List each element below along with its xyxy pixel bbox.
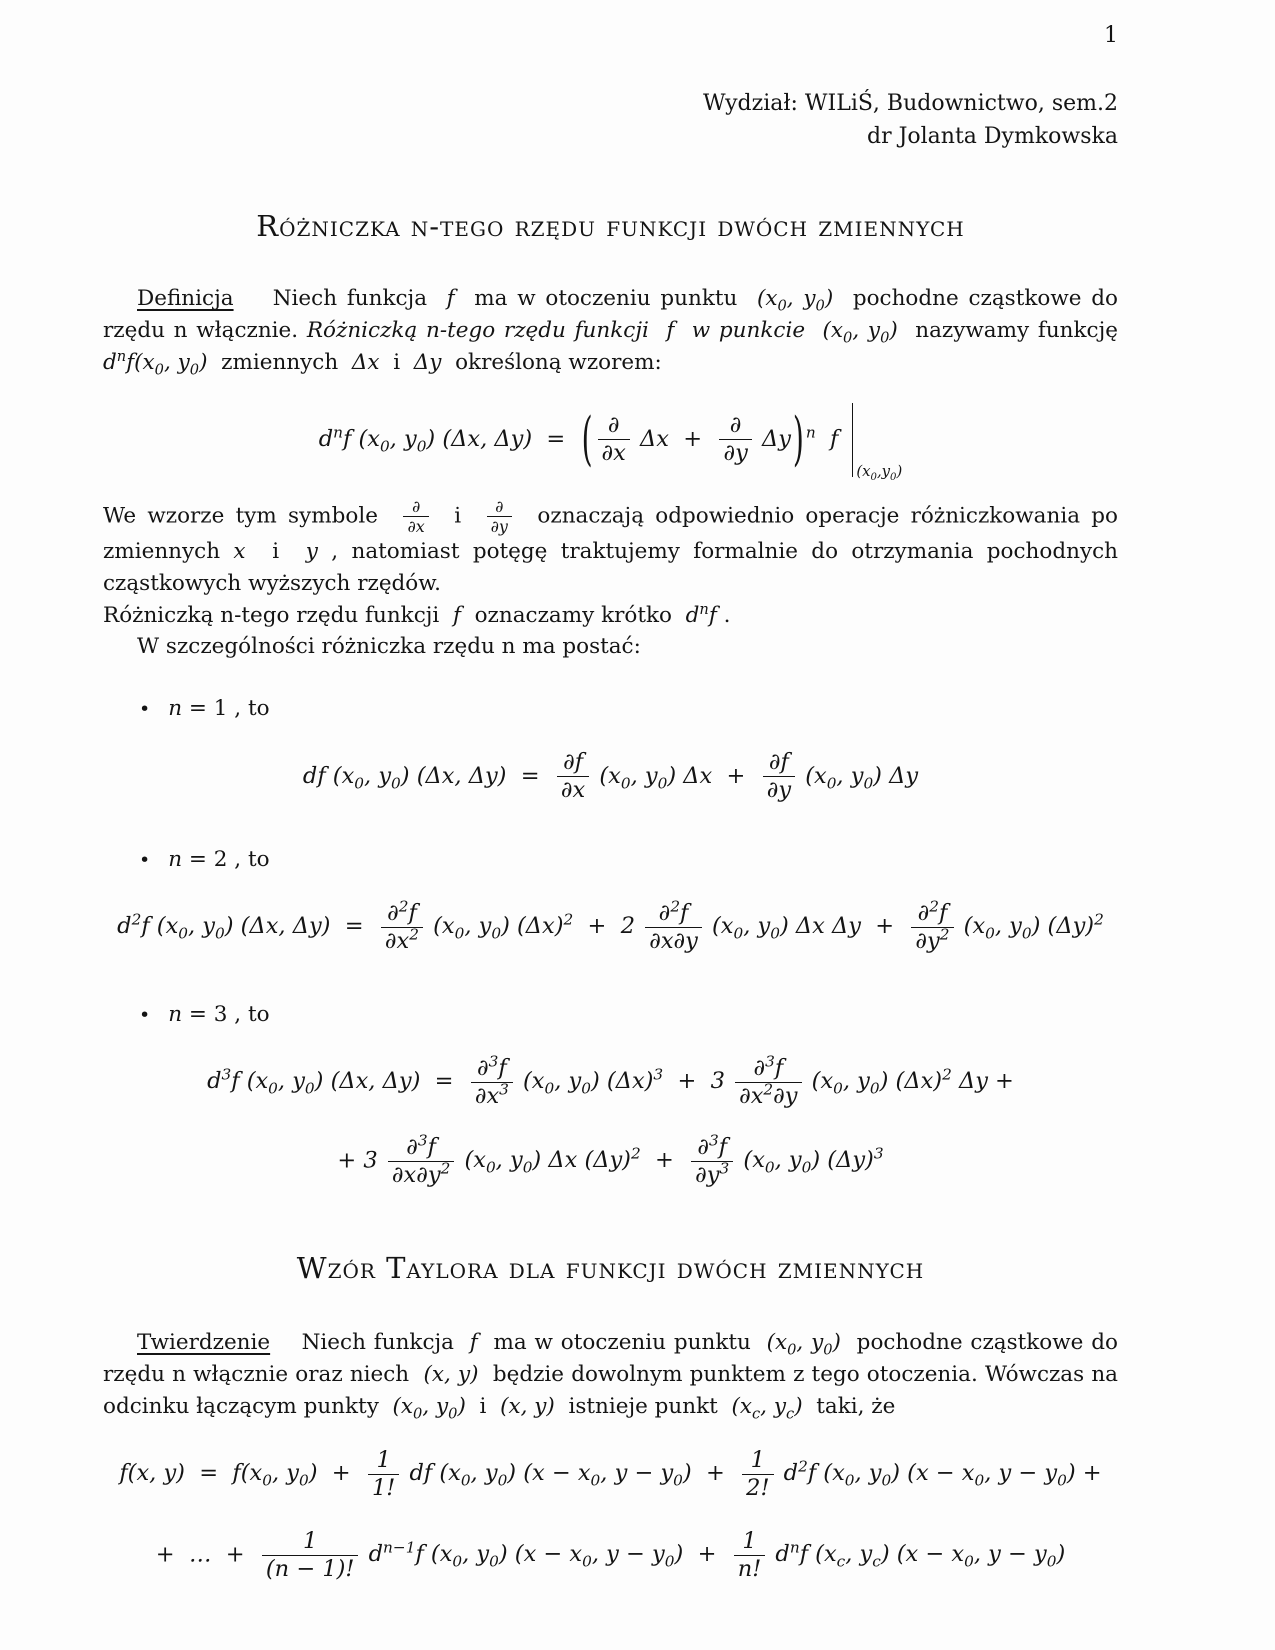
formula-n3-line1: $d^3f$ ($x_0$, $y_0$) (Δx, Δy) = $\frac{\partial^3f}{\partial x^3}$ ($x_0$, $y_0$) $(\Delta x)^3 + 3$ $\frac{\partial^3f}{\partial x^2\partial y}$ ($x_0$, $y_0$) $(\Delta x)^2$ Δy + <box>207 1052 1014 1109</box>
definition-paragraph: Definicja Niech funkcja f ma w otoczeniu punktu ($x_0$, $y_0$) pochodne cząstkowe do rzędu n włącznie. Różniczką n-tego rzędu funkcji f w punkcie ($x_0$, $y_0$) nazywamy funkcję $d^nf(x_0$, $y_0$) zmiennych Δx i Δy określoną wzorem: <box>103 286 1132 379</box>
section-title-taylor: Wzór Taylora dla funkcji dwóch zmiennych <box>296 1250 925 1285</box>
header-author-line: dr Jolanta Dymkowska <box>866 123 1118 149</box>
section-title-differential: Różniczka n-tego rzędu funkcji dwóch zmiennych <box>256 208 965 243</box>
bullet-icon: • <box>139 698 151 721</box>
bullet-item-n2 <box>103 844 1118 876</box>
taylor-formula-line1: f(x, $y) = f(x_0$, $y_0$) + $\frac{1}{1!}$ df ($x_0$, $y_0$) ($x - x_0$, $y - y_0$) + $\frac{1}{2!}$ $d^2f$ ($x_0$, $y_0$) ($x - x_0$, $y - y_0$) + <box>119 1446 1102 1501</box>
formula-n2: $d^2f$ ($x_0$, $y_0$) (Δx, Δy) = $\frac{\partial^2f}{\partial x^2}$ ($x_0$, $y_0$) $(\Delta x)^2 + 2$ $\frac{\partial^2f}{\partial x\partial y}$ ($x_0$, $y_0$) Δx Δy + $\frac{\partial^2f}{\partial y^2}$ ($x_0$, $y_0$) $(\Delta y)^2$ <box>117 897 1104 954</box>
page-number: 1 <box>1104 23 1118 48</box>
formula-n3-line2: + 3 $\frac{\partial^3f}{\partial x\partial y^2}$ ($x_0$, $y_0$) Δx $(\Delta y)^2$ + $\frac{\partial^3f}{\partial y^3}$ ($x_0$, $y_0$) $(\Delta y)^3$ <box>337 1131 884 1188</box>
symbols-explanation-paragraph: We wzorze tym symbole $\frac{\partial}{\partial x}$ i $\frac{\partial}{\partial y}$ oznaczają odpowiednio operacje różniczkowania po zmiennych x i y , natomiast potęgę traktujemy formalnie do otrzymania pochodnych cząstkowych wyższych rzędów. <box>103 496 1125 596</box>
bullet-n3-label: n = 3 , to <box>168 1001 270 1027</box>
bullet-item-n1 <box>103 693 1118 725</box>
particular-form-paragraph: W szczególności różniczka rzędu n ma postać: <box>137 634 641 660</box>
bullet-n2-label: n = 2 , to <box>168 847 270 872</box>
bullet-n1-label: n = 1 , to <box>168 696 270 722</box>
taylor-formula-line2: + … + $\frac{1}{(n - 1)!}$ $d^{n-1}f$ ($x_0$, $y_0$) ($x - x_0$, $y - y_0$) + $\frac{1}{n!}$ $d^nf$ ($x_c$, $y_c$) ($x - x_0$, $y - y_0$) <box>155 1527 1066 1582</box>
formula-n1: df ($x_0$, $y_0$) (Δx, Δy) = $\frac{\partial f}{\partial x}$ ($x_0$, $y_0$) Δx + $\frac{\partial f}{\partial y}$ ($x_0$, $y_0$) Δy <box>302 749 919 803</box>
bullet-icon: • <box>139 849 151 871</box>
notation-paragraph: Różniczką n-tego rzędu funkcji f oznaczamy krótko $d^nf$ . <box>103 600 731 628</box>
theorem-paragraph: Twierdzenie Niech funkcja f ma w otoczeniu punktu ($x_0$, $y_0$) pochodne cząstkowe do rzędu n włącznie oraz niech (x, y) będzie dowolnym punktem z tego otoczenia. Wówczas na odcinku łączącym punkty ($x_0$, $y_0$) i (x, y) istnieje punkt ($x_c$, $y_c$) taki, że <box>103 1330 1125 1423</box>
document-header <box>103 87 1118 153</box>
header-faculty-line: Wydział: WILiŚ, Budownictwo, sem.2 <box>702 90 1118 116</box>
formula-differential-n: $d^nf$ ($x_0$, $y_0$) (Δx, Δy) = ( $\frac{\partial}{\partial x}$ Δx + $\frac{\partial}{\partial y}$ Δy) $^n$ f $(x_0,y_0)$ <box>103 403 1118 477</box>
bullet-icon: • <box>139 1003 151 1026</box>
bullet-item-n3 <box>103 999 1118 1031</box>
